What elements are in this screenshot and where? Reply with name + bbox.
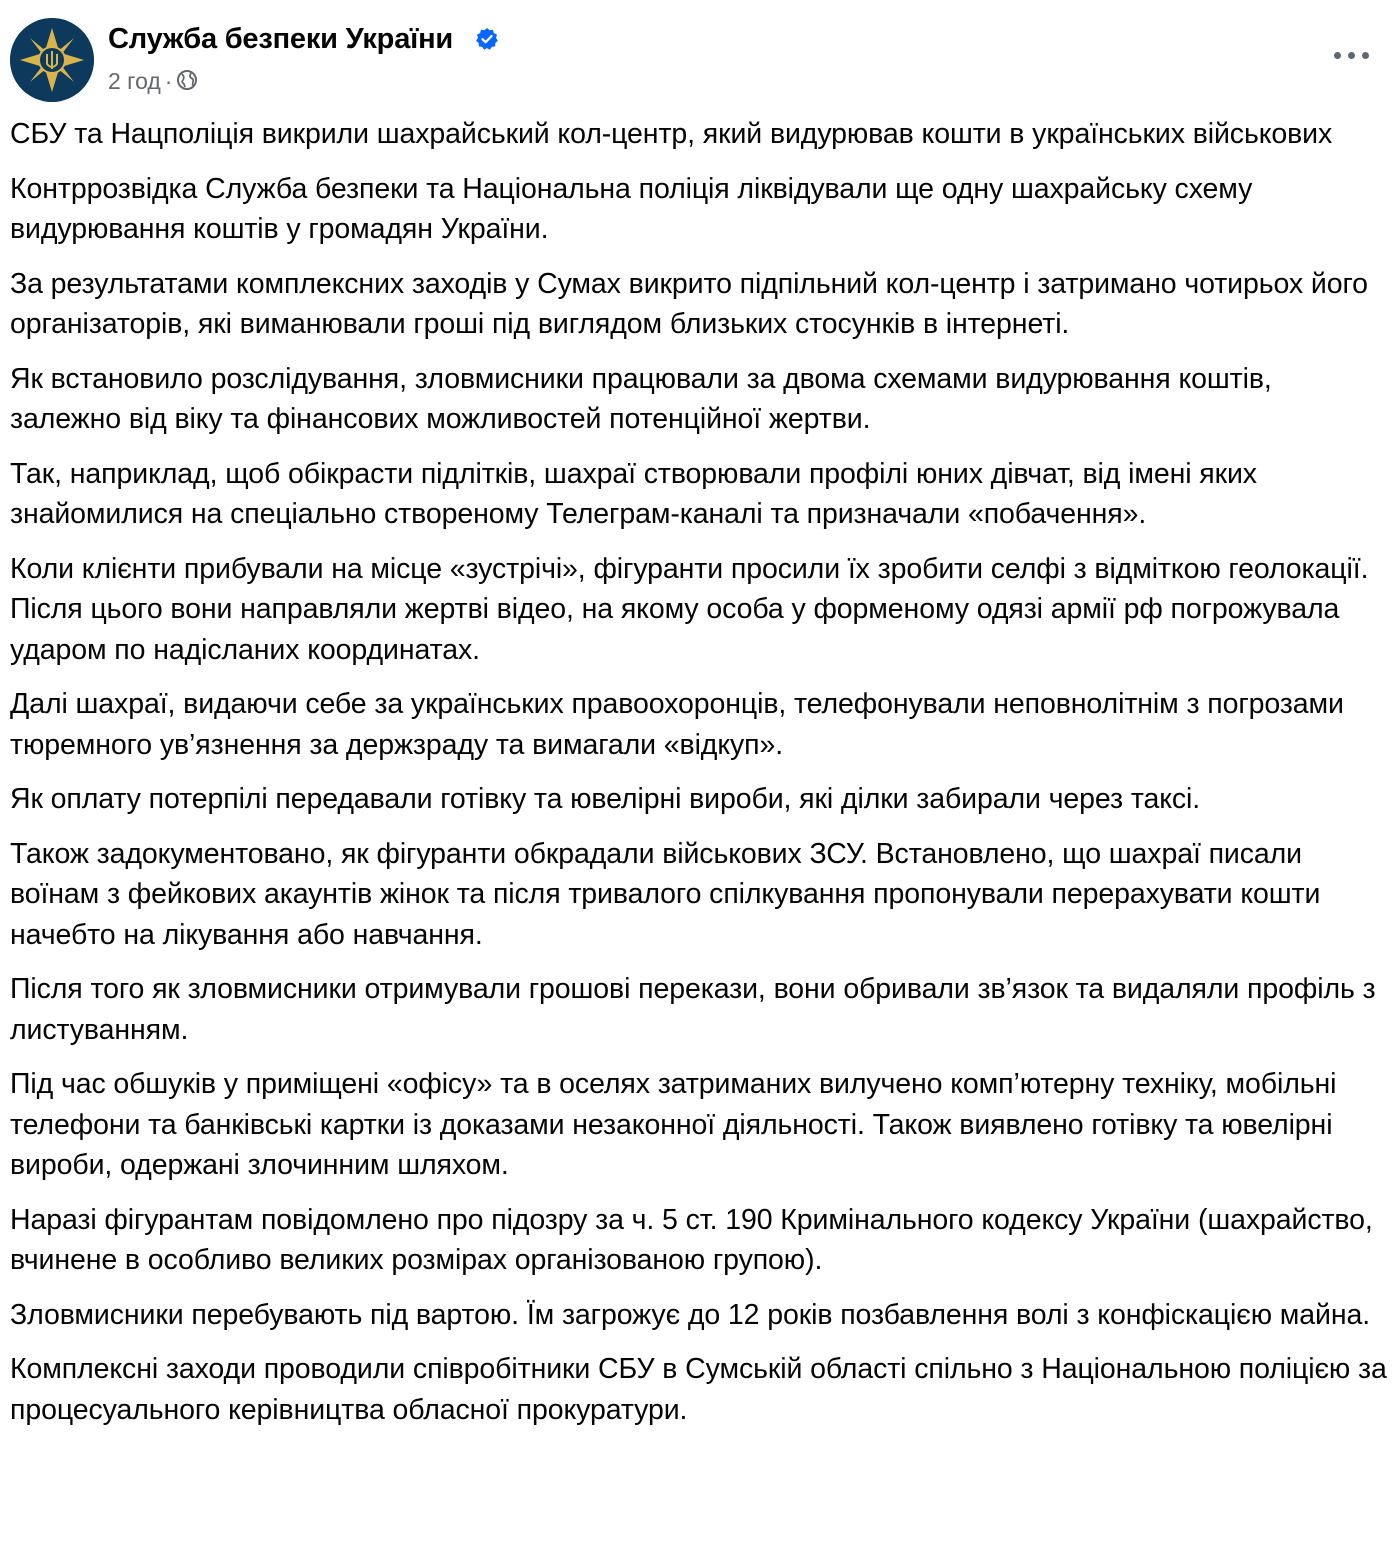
post-time[interactable]: 2 год xyxy=(108,67,161,94)
post-paragraph: Так, наприклад, щоб обікрасти підлітків, шахраї створювали профілі юних дівчат, від імені яких знайомилися на спеціально створеному Телеграм-каналі та призначали «побачення». xyxy=(10,457,1257,530)
sbu-emblem-icon xyxy=(10,18,94,102)
post-paragraph: Контррозвідка Служба безпеки та Національна поліція ліквідували ще одну шахрайську схему видурювання коштів у громадян України. xyxy=(10,172,1253,245)
post-body xyxy=(10,114,1390,1444)
post-paragraph: Комплексні заходи проводили співробітники СБУ в Сумській області спільно з Національною поліцією за процесуального керівництва обласної прокуратури. xyxy=(10,1353,1387,1426)
more-options-button[interactable] xyxy=(1328,40,1376,70)
more-dot xyxy=(1348,52,1355,59)
page-name[interactable]: Служба безпеки України xyxy=(108,23,454,55)
post-header xyxy=(10,16,1390,106)
post-meta xyxy=(108,64,198,94)
meta-separator: · xyxy=(164,67,173,94)
verified-badge-icon xyxy=(475,27,499,51)
post-paragraph: Після того як зловмисники отримували грошові перекази, вони обривали зв’язок та видаляли профіль з листуванням. xyxy=(10,973,1376,1046)
more-horizontal-icon xyxy=(1334,52,1341,59)
post-paragraph: Також задокументовано, як фігуранти обкрадали військових ЗСУ. Встановлено, що шахраї писали воїнам з фейкових акаунтів жінок та після тривалого спілкування пропонували перерахувати кошти начебто на лікування або навчання. xyxy=(10,837,1321,951)
post-paragraph: Коли клієнти прибували на місце «зустрічі», фігуранти просили їх зробити селфі з відміткою геолокації. Після цього вони направляли жертві відео, на якому особа у форменому одязі армії рф погрожувала ударом по надісланих координатах. xyxy=(10,552,1369,666)
globe-icon[interactable] xyxy=(176,69,198,91)
post-paragraph: Під час обшуків у приміщені «офісу» та в оселях затриманих вилучено комп’ютерну техніку, мобільні телефони та банківські картки із доказами незаконної діяльності. Також виявлено готівку та ювелірні вироби, одержані злочинним шляхом. xyxy=(10,1068,1337,1181)
post-paragraph: Зловмисники перебувають під вартою. Їм загрожує до 12 років позбавлення волі з конфіскацією майна. xyxy=(10,1298,1371,1331)
post-paragraph: СБУ та Нацполіція викрили шахрайський кол-центр, який видурював кошти в українських військових xyxy=(10,118,1333,150)
post-paragraph: Наразі фігурантам повідомлено про підозру за ч. 5 ст. 190 Кримінального кодексу України (шахрайство, вчинене в особливо великих розмірах організованою групою). xyxy=(10,1203,1373,1276)
post-paragraph: Далі шахраї, видаючи себе за українських правоохоронців, телефонували неповнолітнім з погрозами тюремного ув’язнення за держзраду та вимагали «відкуп». xyxy=(10,688,1344,761)
post-paragraph: Як встановило розслідування, зловмисники працювали за двома схемами видурювання коштів, залежно від віку та фінансових можливостей потенційної жертви. xyxy=(10,362,1272,435)
post-paragraph: За результатами комплексних заходів у Сумах викрито підпільний кол-центр і затримано чотирьох його організаторів, які виманювали гроші під виглядом близьких стосунків в інтернеті. xyxy=(10,267,1368,340)
page-avatar[interactable] xyxy=(10,18,94,102)
more-dot xyxy=(1362,52,1369,59)
post-paragraph: Як оплату потерпілі передавали готівку та ювелірні вироби, які ділки забирали через таксі. xyxy=(10,783,1201,815)
